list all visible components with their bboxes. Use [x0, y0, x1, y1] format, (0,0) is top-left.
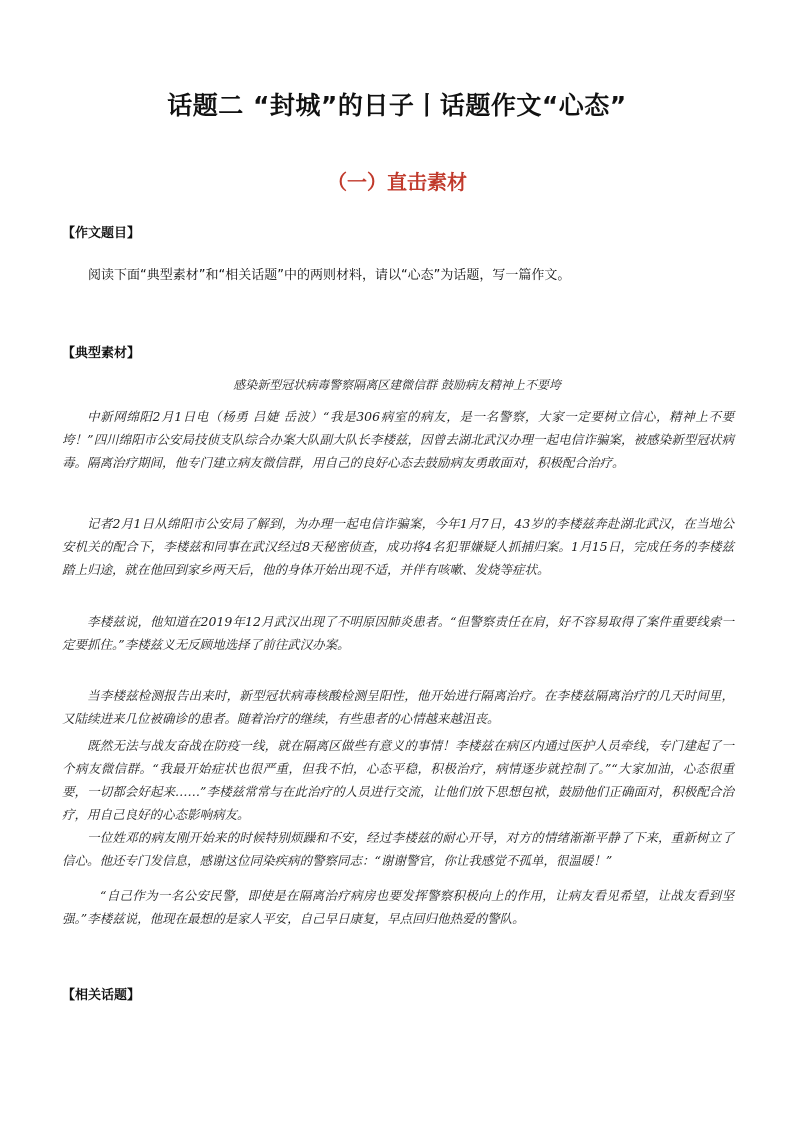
related-label: 【相关话题】 — [62, 988, 141, 1003]
article-title: 感染新型冠状病毒警察隔离区建微信群 鼓励病友精神上不要垮 — [233, 378, 561, 392]
material-label: 【典型素材】 — [62, 346, 141, 361]
article-paragraph: 既然无法与战友奋战在防疫一线，就在隔离区做些有意义的事情！李楼兹在病区内通过医护人员牵线，专门建起了一个病友微信群。“我最开始症状也很严重，但我不怕，心态平稳，积极治疗，病情逐步就控制了。”“大家加油，心态很重要，一切都会好起来……”李楼兹常常与在此治疗的人员进行交流，让他们放下思想包袱，鼓励他们正确面对，积极配合治疗，用自己良好的心态影响病友。 — [62, 738, 734, 822]
article-paragraph: 当李楼兹检测报告出来时，新型冠状病毒核酸检测呈阳性，他开始进行隔离治疗。在李楼兹隔离治疗的几天时间里，又陆续进来几位被确诊的患者。随着治疗的继续，有些患者的心情越来越沮丧。 — [62, 688, 734, 726]
topic-label: 【作文题目】 — [62, 226, 141, 241]
article-paragraph: 李楼兹说，他知道在2019年12月武汉出现了不明原因肺炎患者。“但警察责任在肩，好不容易取得了案件重要线索一定要抓住。”李楼兹义无反顾地选择了前往武汉办案。 — [62, 614, 734, 652]
page-title: 话题二 “封城”的日子丨话题作文“心态” — [167, 91, 627, 120]
article-paragraph: 一位姓邓的病友刚开始来的时候特别烦躁和不安，经过李楼兹的耐心开导，对方的情绪渐渐平静了下来，重新树立了信心。他还专门发信息，感谢这位同染疾病的警察同志：“谢谢警官，你让我感觉不孤单，很温暖！” — [62, 830, 734, 868]
article-paragraph: “自己作为一名公安民警，即使是在隔离治疗病房也要发挥警察积极向上的作用，让病友看见希望，让战友看到坚强。”李楼兹说，他现在最想的是家人平安，自己早日康复，早点回归他热爱的警队。 — [62, 888, 734, 926]
article-paragraph: 中新网绵阳2月1日电（杨勇 吕婕 岳波）“我是306病室的病友，是一名警察，大家一定要树立信心，精神上不要垮！”四川绵阳市公安局技侦支队综合办案大队副大队长李楼兹，因曾去湖北武汉办理一起电信诈骗案，被感染新型冠状病毒。隔离治疗期间，他专门建立病友微信群，用自己的良好心态去鼓励病友勇敢面对，积极配合治疗。 — [62, 409, 734, 470]
topic-prompt: 阅读下面“典型素材”和“相关话题”中的两则材料，请以“心态”为话题，写一篇作文。 — [88, 268, 571, 283]
article-paragraph: 记者2月1日从绵阳市公安局了解到，为办理一起电信诈骗案，今年1月7日，43岁的李楼兹奔赴湖北武汉，在当地公安机关的配合下，李楼兹和同事在武汉经过8天秘密侦查，成功将4名犯罪嫌疑人抓捕归案。1月15日，完成任务的李楼兹踏上归途，就在他回到家乡两天后，他的身体开始出现不适，并伴有咳嗽、发烧等症状。 — [62, 516, 734, 577]
section-subtitle: （一）直击素材 — [327, 170, 467, 194]
